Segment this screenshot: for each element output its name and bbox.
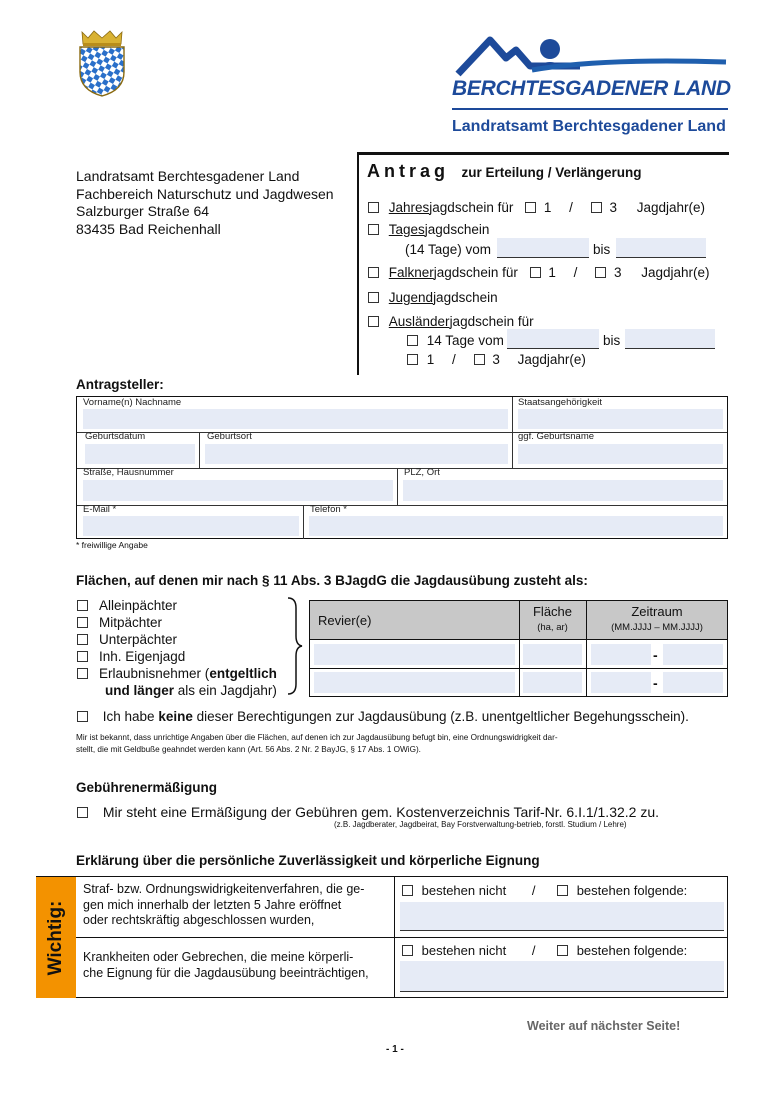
plz-ort-label: PLZ, Ort (404, 467, 440, 478)
erlaubnis-label: Erlaubnisnehmer ( (99, 666, 210, 681)
email-label: E-Mail * (83, 504, 117, 515)
q1-bestehen-folgende-checkbox[interactable] (557, 885, 568, 896)
row-divider (310, 668, 727, 669)
brace-icon (285, 596, 305, 696)
auslaender-1-checkbox[interactable] (407, 354, 418, 365)
bestehen-folgende-label: bestehen folgende: (576, 883, 688, 898)
staatsangehoerigkeit-field[interactable] (518, 409, 723, 429)
tages-label: Tages (388, 222, 425, 237)
auslaenderjagdschein-row (368, 314, 534, 329)
jahresjagdschein-row (368, 200, 705, 215)
falkner-3-checkbox[interactable] (595, 267, 606, 278)
question-2-line: Krankheiten oder Gebrechen, die meine körperli- (83, 950, 354, 964)
strasse-field[interactable] (83, 480, 393, 501)
auslaender-14-checkbox[interactable] (407, 335, 418, 346)
staatsangehoerigkeit-label: Staatsangehörigkeit (518, 397, 602, 408)
row-divider (76, 937, 728, 938)
question-2-line: che Eignung für die Jagdausübung beeinträchtigen, (83, 965, 369, 980)
notice-line-1: Mir ist bekannt, dass unrichtige Angaben über die Flächen, auf denen ich zur Jagdausübung befugt bin, eine Ordnungswidrigkeit dar- (76, 733, 558, 742)
falknerjagdschein-row (368, 265, 710, 280)
question-1-line: Straf- bzw. Ordnungswidrigkeitenverfahren, die ge- (83, 882, 365, 896)
auslaender-14-label: 14 Tage vom (426, 333, 504, 348)
office-line: Landratsamt Berchtesgadener Land (452, 118, 726, 135)
geburtsname-field[interactable] (518, 444, 723, 464)
option-label: Unterpächter (99, 632, 178, 647)
keine-berechtigung-row (77, 709, 689, 724)
recipient-address (76, 168, 334, 238)
bavaria-coat-of-arms-icon (76, 28, 128, 98)
zeitraum-from-field-2[interactable] (591, 672, 651, 693)
antrag-subtitle: zur Erteilung / Verlängerung (461, 165, 642, 180)
address-line: Fachbereich Naturschutz und Jagdwesen (76, 185, 334, 202)
erklaerung-heading: Erklärung über die persönliche Zuverlässigkeit und körperliche Eignung (76, 853, 540, 868)
auslaender-jahr-row (407, 352, 586, 367)
gebuehren-heading: Gebührenermäßigung (76, 780, 218, 795)
jahres-label: Jahres (388, 200, 430, 215)
erlaubnis-label-bold: und länger (105, 683, 175, 698)
jugend-label: Jugend (388, 290, 434, 305)
address-line: Salzburger Straße 64 (76, 203, 210, 219)
zeitraum-to-field-2[interactable] (663, 672, 723, 693)
option-3-label: 3 (613, 265, 622, 280)
q1-bestehen-nicht-checkbox[interactable] (402, 885, 413, 896)
option-label: Alleinpächter (99, 598, 178, 613)
jagdjahr-label: Jagdjahr(e) (636, 200, 706, 215)
auslaender-label-rest: jagdschein für (449, 314, 534, 329)
question-1-line: oder rechtskräftig abgeschlossen wurden, (83, 913, 315, 927)
erlaubnis-label-bold: entgeltlich (209, 666, 277, 681)
zeitraum-header: Zeitraum (631, 604, 683, 619)
flaeche-unit: (ha, ar) (537, 622, 568, 633)
antragsteller-table (76, 396, 728, 539)
keine-label-bold: keine (158, 709, 193, 724)
jagdjahr-label: Jagdjahr(e) (517, 352, 586, 367)
col-divider (512, 397, 513, 432)
telefon-field[interactable] (309, 516, 723, 536)
vorname-nachname-field[interactable] (83, 409, 508, 429)
slash: / (531, 943, 536, 958)
auslaender-bis-label: bis (603, 333, 621, 348)
revier-table (309, 600, 728, 697)
falkner-label-rest: jagdschein für (433, 265, 518, 280)
q2-bestehen-nicht-checkbox[interactable] (402, 945, 413, 956)
bestehen-nicht-label: bestehen nicht (421, 883, 507, 898)
option-label: Mitpächter (99, 615, 163, 630)
q2-details-field[interactable] (400, 961, 724, 991)
option-1-label: 1 (426, 352, 435, 367)
eigenjagd-checkbox[interactable] (77, 651, 88, 662)
unterpaechter-checkbox[interactable] (77, 634, 88, 645)
weiter-hint: Weiter auf nächster Seite! (527, 1019, 681, 1033)
answer-2-options (402, 943, 687, 958)
tages-label-rest: jagdschein (424, 222, 490, 237)
geburtsdatum-label: Geburtsdatum (85, 431, 146, 442)
revier-field-1[interactable] (314, 644, 515, 665)
wichtig-text: Wichtig: (45, 900, 66, 975)
keine-label: dieser Berechtigungen zur Jagdausübung (z.B. unentgeltlicher Begehungsschein). (192, 709, 689, 724)
wichtig-label (36, 877, 76, 998)
erlaubnisnehmer-checkbox[interactable] (77, 668, 88, 679)
slash: / (569, 200, 573, 215)
geburtsort-label: Geburtsort (207, 431, 252, 442)
tages-from-field[interactable] (497, 238, 589, 258)
q2-bestehen-folgende-checkbox[interactable] (557, 945, 568, 956)
option-unterpaechter (77, 631, 277, 648)
col-divider (394, 877, 395, 998)
plz-ort-field[interactable] (403, 480, 723, 501)
antrag-top-border (357, 152, 729, 155)
antrag-title: Antrag (367, 161, 449, 181)
logo-divider (452, 108, 728, 110)
tagesjagdschein-checkbox[interactable] (368, 224, 379, 235)
option-1-label: 1 (543, 200, 552, 215)
address-line: 83435 Bad Reichenhall (76, 220, 221, 237)
brand-line: BERCHTESGADENER LAND (452, 77, 731, 100)
answer-1-options (402, 883, 687, 898)
slash: / (531, 883, 536, 898)
q2-details-line (400, 991, 724, 992)
erlaubnis-label: als ein Jagdjahr) (174, 683, 277, 698)
auslaenderjagdschein-checkbox[interactable] (368, 316, 379, 327)
auslaender-to-line (625, 348, 715, 349)
option-erlaubnisnehmer (77, 665, 277, 682)
notice-line-2: stellt, die mit Geldbuße geahndet werden kann (Art. 56 Abs. 2 Nr. 2 BayJG, § 17 Abs. 1 OWiG). (76, 745, 421, 754)
question-1 (83, 882, 364, 929)
telefon-label: Telefon * (310, 504, 347, 515)
gebuehren-label: Mir steht eine Ermäßigung der Gebühren gem. Kostenverzeichnis Tarif-Nr. 6.I.1/1.32.2 zu. (102, 804, 660, 820)
tages-from-line (497, 257, 589, 258)
auslaender-to-field[interactable] (625, 329, 715, 349)
option-label: Inh. Eigenjagd (99, 649, 186, 664)
row-divider (77, 468, 727, 469)
tages-to-line (616, 257, 706, 258)
q1-details-field[interactable] (400, 902, 724, 930)
falkner-label: Falkner (388, 265, 434, 280)
option-3-label: 3 (609, 200, 617, 215)
antrag-title-row (367, 161, 641, 182)
flaechen-options (77, 597, 277, 699)
row-divider (77, 505, 727, 506)
zeitraum-from-field-1[interactable] (591, 644, 651, 665)
slash: / (573, 265, 578, 280)
jagdjahr-label: Jagdjahr(e) (641, 265, 710, 280)
jahres-1-checkbox[interactable] (525, 202, 536, 213)
tages-period-label: (14 Tage) vom (405, 242, 492, 257)
slash: / (452, 352, 456, 367)
auslaender-3-checkbox[interactable] (474, 354, 485, 365)
question-2 (83, 950, 369, 981)
option-eigenjagd (77, 648, 277, 665)
tages-bis-label: bis (593, 242, 611, 257)
gebuehren-checkbox[interactable] (77, 807, 88, 818)
flaeche-header: Fläche (532, 604, 573, 619)
falknerjagdschein-checkbox[interactable] (368, 267, 379, 278)
gebuehren-example: (z.B. Jagdberater, Jagdbeirat, Bay Forstverwaltung-betrieb, forstl. Studium / Lehre) (334, 820, 627, 829)
zeitraum-unit: (MM.JJJJ – MM.JJJJ) (611, 622, 703, 633)
mountain-logo-icon (450, 32, 730, 80)
zeitraum-dash: - (653, 675, 658, 691)
tages-period-row (405, 242, 491, 257)
jugendjagdschein-row (368, 290, 498, 305)
option-mitpaechter (77, 614, 277, 631)
antrag-left-border (357, 152, 359, 375)
jahres-label-rest: jagdschein für (429, 200, 514, 215)
jahresjagdschein-checkbox[interactable] (368, 202, 379, 213)
option-alleinpaechter (77, 597, 277, 614)
vorname-nachname-label: Vorname(n) Nachname (83, 397, 182, 408)
zeitraum-dash: - (653, 647, 658, 663)
option-1-label: 1 (548, 265, 556, 280)
alleinpaechter-checkbox[interactable] (77, 600, 88, 611)
auslaender-from-line (507, 348, 599, 349)
bestehen-nicht-label: bestehen nicht (421, 943, 507, 958)
auslaender-14-row (407, 333, 504, 348)
tages-to-field[interactable] (616, 238, 706, 258)
col-divider (303, 505, 304, 539)
keine-berechtigung-checkbox[interactable] (77, 711, 88, 722)
q1-details-line (400, 930, 724, 931)
geburtsname-label: ggf. Geburtsname (518, 431, 595, 442)
flaechen-heading: Flächen, auf denen mir nach § 11 Abs. 3 BJagdG die Jagdausübung zusteht als: (76, 573, 588, 588)
jugend-label-rest: jagdschein (433, 290, 498, 305)
auslaender-label: Ausländer (388, 314, 450, 329)
strasse-label: Straße, Hausnummer (83, 467, 174, 478)
zeitraum-to-field-1[interactable] (663, 644, 723, 665)
col-divider (199, 432, 200, 468)
page-number: - 1 - (386, 1044, 404, 1055)
geburtsort-field[interactable] (205, 444, 508, 464)
address-line: Landratsamt Berchtesgadener Land (76, 168, 300, 184)
flaeche-field-1[interactable] (523, 644, 582, 665)
jugendjagdschein-checkbox[interactable] (368, 292, 379, 303)
option-3-label: 3 (492, 352, 500, 367)
falkner-1-checkbox[interactable] (530, 267, 541, 278)
antragsteller-heading: Antragsteller: (76, 377, 164, 392)
auslaender-from-field[interactable] (507, 329, 599, 349)
freiwillig-footnote: * freiwillige Angabe (76, 540, 148, 550)
flaeche-field-2[interactable] (523, 672, 582, 693)
mitpaechter-checkbox[interactable] (77, 617, 88, 628)
email-field[interactable] (83, 516, 299, 536)
bestehen-folgende-label: bestehen folgende: (576, 943, 688, 958)
berchtesgadener-land-logo (450, 32, 730, 142)
geburtsdatum-field[interactable] (85, 444, 195, 464)
row-divider (77, 432, 727, 433)
tagesjagdschein-row (368, 222, 489, 237)
question-1-line: gen mich innerhalb der letzten 5 Jahre eröffnet (83, 897, 342, 912)
revier-field-2[interactable] (314, 672, 515, 693)
col-divider (512, 432, 513, 468)
jahres-3-checkbox[interactable] (591, 202, 602, 213)
col-divider (397, 468, 398, 505)
option-erlaubnisnehmer-line2 (77, 682, 277, 699)
revier-header: Revier(e) (318, 613, 372, 628)
gebuehren-row (77, 804, 659, 820)
keine-label: Ich habe (102, 709, 159, 724)
